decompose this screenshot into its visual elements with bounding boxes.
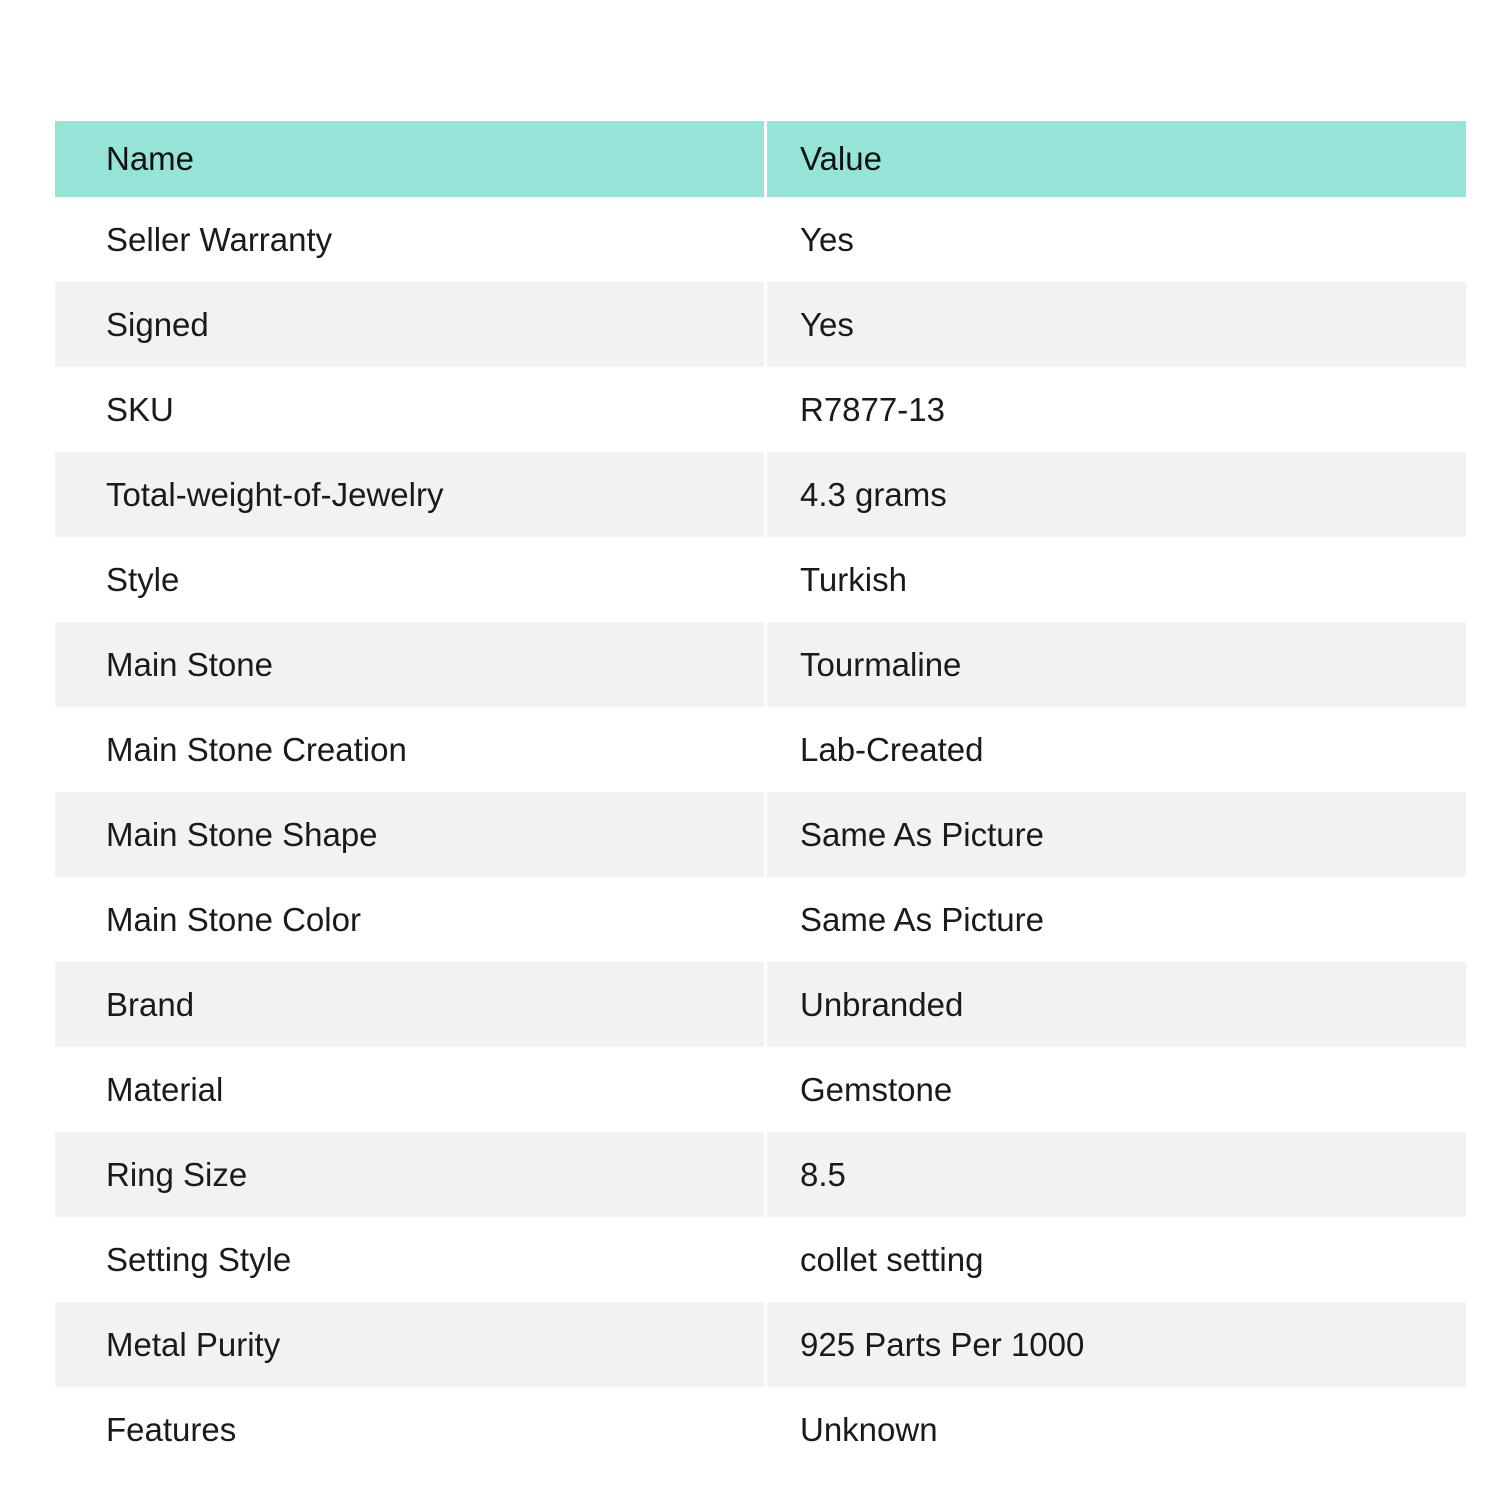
name-column-header: Name: [55, 121, 767, 197]
table-row: [55, 197, 1466, 282]
table-header: [55, 121, 1466, 197]
row-value-cell: Yes: [767, 282, 1466, 367]
row-value-cell: 8.5: [767, 1132, 1466, 1217]
row-value-cell: Unbranded: [767, 962, 1466, 1047]
row-name-cell: Main Stone Creation: [55, 707, 767, 792]
row-name-cell: SKU: [55, 367, 767, 452]
table-row: [55, 877, 1466, 962]
table-row: [55, 1132, 1466, 1217]
table-row: [55, 537, 1466, 622]
row-value-cell: Gemstone: [767, 1047, 1466, 1132]
row-name-cell: Main Stone Shape: [55, 792, 767, 877]
specifications-table: [55, 121, 1466, 1472]
row-value-cell: 4.3 grams: [767, 452, 1466, 537]
table-row: [55, 707, 1466, 792]
row-name-cell: Setting Style: [55, 1217, 767, 1302]
row-name-cell: Features: [55, 1387, 767, 1472]
row-value-cell: Lab-Created: [767, 707, 1466, 792]
table-row: [55, 1302, 1466, 1387]
row-name-cell: Material: [55, 1047, 767, 1132]
row-value-cell: 925 Parts Per 1000: [767, 1302, 1466, 1387]
table-row: [55, 1217, 1466, 1302]
table-body: [55, 197, 1466, 1472]
row-name-cell: Total-weight-of-Jewelry: [55, 452, 767, 537]
row-name-cell: Ring Size: [55, 1132, 767, 1217]
table-row: [55, 282, 1466, 367]
table-row: [55, 452, 1466, 537]
row-value-cell: Same As Picture: [767, 877, 1466, 962]
table-row: [55, 622, 1466, 707]
row-name-cell: Brand: [55, 962, 767, 1047]
row-value-cell: Same As Picture: [767, 792, 1466, 877]
row-name-cell: Seller Warranty: [55, 197, 767, 282]
row-name-cell: Metal Purity: [55, 1302, 767, 1387]
table-row: [55, 1387, 1466, 1472]
row-value-cell: Yes: [767, 197, 1466, 282]
row-value-cell: collet setting: [767, 1217, 1466, 1302]
row-value-cell: Turkish: [767, 537, 1466, 622]
table-row: [55, 962, 1466, 1047]
table-row: [55, 792, 1466, 877]
table-header-row: [55, 121, 1466, 197]
table-row: [55, 1047, 1466, 1132]
row-value-cell: R7877-13: [767, 367, 1466, 452]
table-row: [55, 367, 1466, 452]
row-name-cell: Signed: [55, 282, 767, 367]
value-column-header: Value: [767, 121, 1466, 197]
row-name-cell: Main Stone Color: [55, 877, 767, 962]
row-name-cell: Main Stone: [55, 622, 767, 707]
row-name-cell: Style: [55, 537, 767, 622]
row-value-cell: Tourmaline: [767, 622, 1466, 707]
row-value-cell: Unknown: [767, 1387, 1466, 1472]
